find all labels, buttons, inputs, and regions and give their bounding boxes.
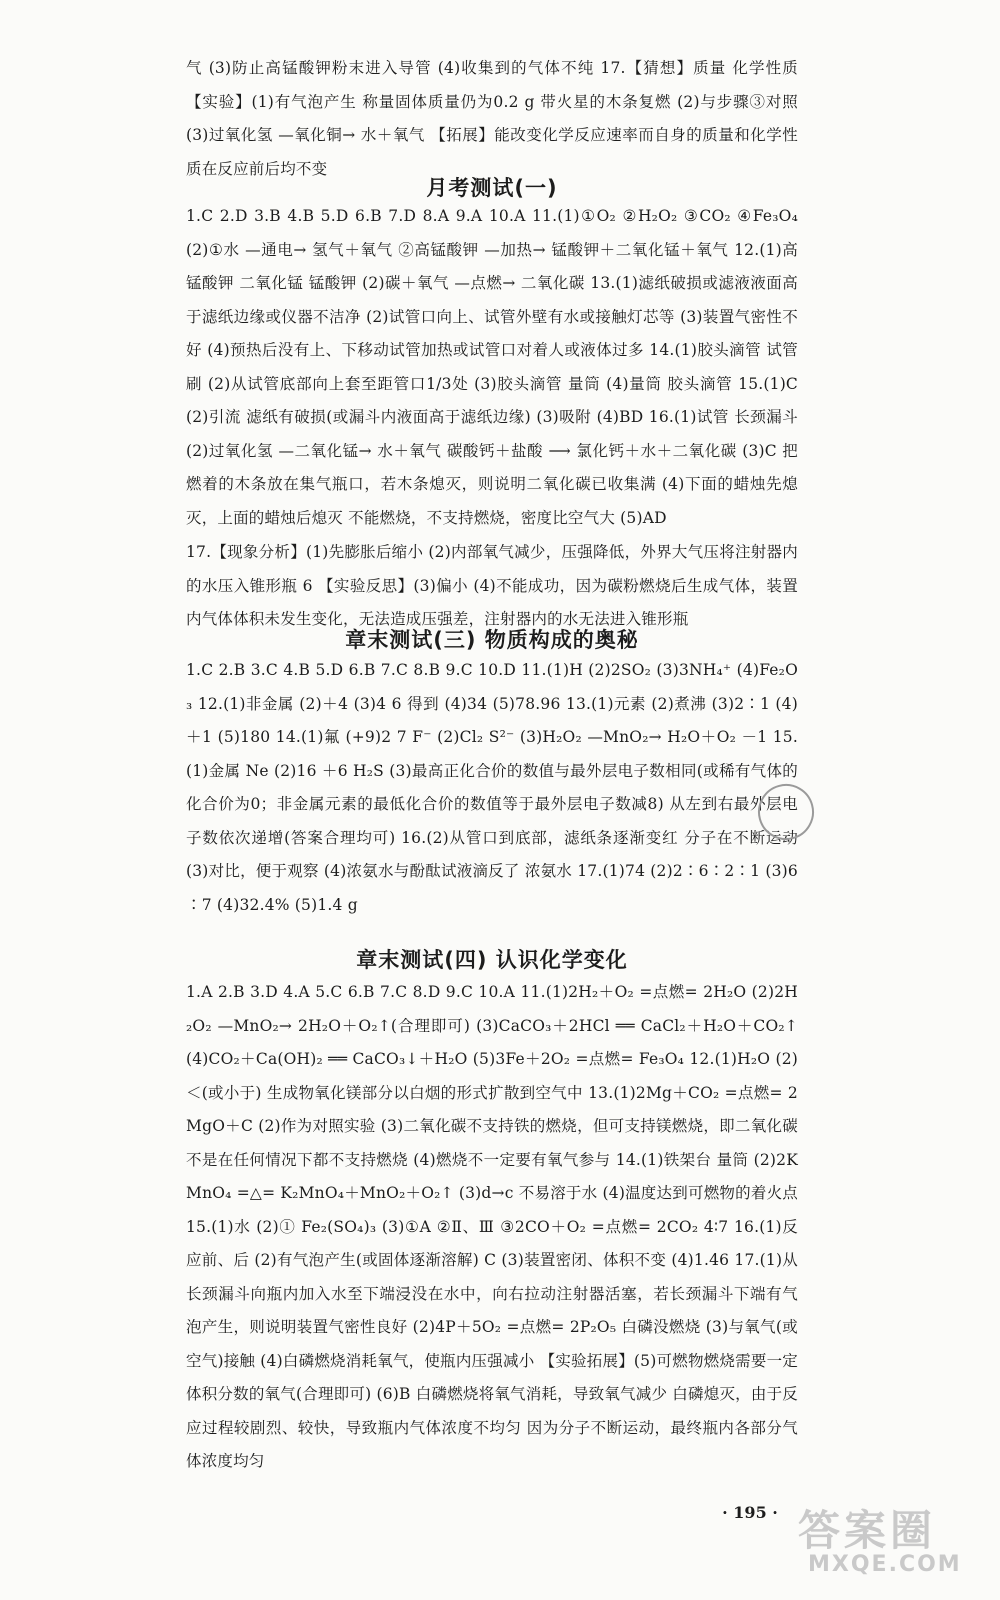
section-heading-monthly-test-1: 月考测试(一): [426, 176, 558, 200]
answer-block-monthly-test-1: 1.C 2.D 3.B 4.B 5.D 6.B 7.D 8.A 9.A 10.A 11.(1)①O₂ ②H₂O₂ ③CO₂ ④Fe₃O₄ (2)①水 —通电→ 氢气＋氧气 ②高锰酸钾 —加热→ 锰酸钾＋二氧化锰＋氧气 12.(1)高锰酸钾 二氧化锰 锰酸钾 (2)碳＋氧气 —点燃→ 二氧化碳 13.(1)滤纸破损或滤液液面高于滤纸边缘或仪器不洁净 (2)试管口向上、试管外壁有水或接触灯芯等 (3)装置气密性不好 (4)预热后没有上、下移动试管加热或试管口对着人或液体过多 14.(1)胶头滴管 试管刷 (2)从试管底部向上套至距管口1/3处 (3)胶头滴管 量筒 (4)量筒 胶头滴管 15.(1)C (2)引流 滤纸有破损(或漏斗内液面高于滤纸边缘) (3)吸附 (4)BD 16.(1)试管 长颈漏斗 (2)过氧化氢 —二氧化锰→ 水＋氧气 碳酸钙＋盐酸 ⟶ 氯化钙＋水＋二氧化碳 (3)C 把燃着的木条放在集气瓶口，若木条熄灭，则说明二氧化碳已收集满 (4)下面的蜡烛先熄灭，上面的蜡烛后熄灭 不能燃烧，不支持燃烧，密度比空气大 (5)AD: [186, 207, 798, 527]
answer-block-chapter-test-3: 1.C 2.B 3.C 4.B 5.D 6.B 7.C 8.B 9.C 10.D 11.(1)H (2)2SO₂ (3)3NH₄⁺ (4)Fe₂O₃ 12.(1)非金属 (2)＋4 (3)4 6 得到 (4)34 (5)78.96 13.(1)元素 (2)煮沸 (3)2∶1 (4)＋1 (5)180 14.(1)氟 (+9)2 7 F⁻ (2)Cl₂ S²⁻ (3)H₂O₂ —MnO₂→ H₂O＋O₂ －1 15.(1)金属 Ne (2)16 ＋6 H₂S (3)最高正化合价的数值与最外层电子数相同(或稀有气体的化合价为0；非金属元素的最低化合价的数值等于最外层电子数减8) 从左到右最外层电子数依次递增(答案合理均可) 16.(2)从管口到底部，滤纸条逐渐变红 分子在不断运动 (3)对比，便于观察 (4)浓氨水与酚酞试液滴反了 浓氨水 17.(1)74 (2)2∶6∶2∶1 (3)6∶7 (4)32.4% (5)1.4 g: [186, 661, 798, 914]
answer-block-monthly-test-1-q17: 17.【现象分析】(1)先膨胀后缩小 (2)内部氧气减少，压强降低，外界大气压将注射器内的水压入锥形瓶 6 【实验反思】(3)偏小 (4)不能成功，因为碳粉燃烧后生成气体，装置内气体体积未发生变化，无法造成压强差，注射器内的水无法进入锥形瓶: [186, 543, 798, 628]
answer-block-chapter-test-4: 1.A 2.B 3.D 4.A 5.C 6.B 7.C 8.D 9.C 10.A 11.(1)2H₂＋O₂ =点燃= 2H₂O (2)2H₂O₂ —MnO₂→ 2H₂O＋O₂↑(合理即可) (3)CaCO₃＋2HCl ══ CaCl₂＋H₂O＋CO₂↑ (4)CO₂＋Ca(OH)₂ ══ CaCO₃↓＋H₂O (5)3Fe＋2O₂ =点燃= Fe₃O₄ 12.(1)H₂O (2)＜(或小于) 生成物氧化镁部分以白烟的形式扩散到空气中 13.(1)2Mg＋CO₂ =点燃= 2MgO＋C (2)作为对照实验 (3)二氧化碳不支持铁的燃烧，但可支持镁燃烧，即二氧化碳不是在任何情况下都不支持燃烧 (4)燃烧不一定要有氧气参与 14.(1)铁架台 量筒 (2)2KMnO₄ =△= K₂MnO₄＋MnO₂＋O₂↑ (3)d→c 不易溶于水 (4)温度达到可燃物的着火点 15.(1)水 (2)① Fe₂(SO₄)₃ (3)①A ②Ⅱ、Ⅲ ③2CO＋O₂ =点燃= 2CO₂ 4∶7 16.(1)反应前、后 (2)有气泡产生(或固体逐渐溶解) C (3)装置密闭、体积不变 (4)1.46 17.(1)从长颈漏斗向瓶内加入水至下端浸没在水中，向右拉动注射器活塞，若长颈漏斗下端有气泡产生，则说明装置气密性良好 (2)4P＋5O₂ =点燃= 2P₂O₅ 白磷没燃烧 (3)与氧气(或空气)接触 (4)白磷燃烧消耗氧气，使瓶内压强减小 【实验拓展】(5)可燃物燃烧需要一定体积分数的氧气(合理即可) (6)B 白磷燃烧将氧气消耗，导致氧气减少 白磷熄灭，由于反应过程较剧烈、较快，导致瓶内气体浓度不均匀 因为分子不断运动，最终瓶内各部分气体浓度均匀: [186, 983, 798, 1470]
watermark-logo-text: 答案圈: [798, 1506, 937, 1555]
section-heading-chapter-test-4: 章末测试(四) 认识化学变化: [356, 948, 628, 972]
section-heading-chapter-test-3: 章末测试(三) 物质构成的奥秘: [345, 628, 639, 652]
page-number: · 195 ·: [722, 1503, 778, 1522]
watermark-url-text: MXQE.COM: [808, 1552, 962, 1577]
answer-block-top: 气 (3)防止高锰酸钾粉末进入导管 (4)收集到的气体不纯 17.【猜想】质量 化学性质 【实验】(1)有气泡产生 称量固体质量仍为0.2 g 带火星的木条复燃 (2)与步骤③对照 (3)过氧化氢 —氧化铜→ 水＋氧气 【拓展】能改变化学反应速率而自身的质量和化学性质在反应前后均不变: [186, 59, 798, 178]
watermark-logo-icon: [778, 1498, 988, 1588]
